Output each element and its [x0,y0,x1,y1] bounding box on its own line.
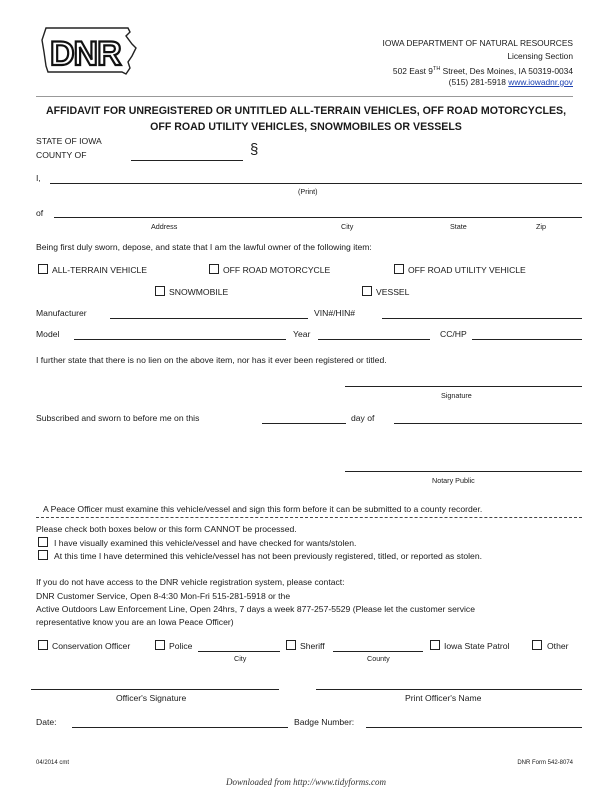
signature-label: Signature [441,391,472,400]
manufacturer-label: Manufacturer [36,308,87,318]
footer-form-number: DNR Form 542-8074 [517,760,573,766]
day-of-label: day of [351,413,375,423]
form-title-line1: AFFIDAVIT FOR UNREGISTERED OR UNTITLED ALL-TERRAIN VEHICLES, OFF ROAD MOTORCYCLES, [45,105,567,117]
not-registered-checkbox[interactable] [38,550,48,560]
year-field[interactable] [318,339,430,340]
zip-label: Zip [536,222,546,231]
contact-intro: If you do not have access to the DNR vehicle registration system, please contact: [36,577,345,587]
sheriff-label: Sheriff [300,641,325,651]
form-title-line2: OFF ROAD UTILITY VEHICLES, SNOWMOBILES OR VESSELS [150,121,462,133]
vin-label: VIN#/HIN# [314,308,356,318]
snowmobile-checkbox[interactable] [155,286,165,296]
iowa-map-icon [38,22,142,80]
officer-signature-field[interactable] [31,689,279,690]
peace-officer-notice: A Peace Officer must examine this vehicle/vessel and sign this form before it can be submitted to a county recorder. [43,504,483,514]
badge-label: Badge Number: [294,717,355,727]
notary-signature-field[interactable] [345,471,582,472]
state-label: State [450,222,467,231]
state-patrol-label: Iowa State Patrol [444,641,510,651]
check-both-instruction: Please check both boxes below or this form CANNOT be processed. [36,524,297,534]
owner-address-field[interactable] [54,217,582,218]
contact-line3: representative know you are an Iowa Peace Officer) [36,617,234,627]
state-of-label: STATE OF IOWA [36,136,102,146]
vessel-checkbox[interactable] [362,286,372,296]
notice-divider [36,517,582,518]
examined-checkbox[interactable] [38,537,48,547]
manufacturer-field[interactable] [110,318,308,319]
sworn-month-field[interactable] [394,423,582,424]
police-label: Police [169,641,193,651]
police-city-field[interactable] [198,651,280,652]
contact-line2: Active Outdoors Law Enforcement Line, Open 24hrs, 7 days a week 877-257-5529 (Please let the customer service [36,604,475,614]
dnr-logo [38,22,142,80]
date-field[interactable] [72,727,288,728]
agency-contact: (515) 281-5918 www.iowadnr.gov [448,77,573,87]
contact-line1: DNR Customer Service, Open 8-4:30 Mon-Fri 515-281-5918 or the [36,591,291,601]
lien-statement: I further state that there is no lien on the above item, nor has it ever been registered or titled. [36,355,387,365]
website-link[interactable]: www.iowadnr.gov [508,77,573,87]
header-divider [36,96,573,97]
state-patrol-checkbox[interactable] [430,640,440,650]
atv-label: ALL-TERRAIN VEHICLE [52,265,148,275]
police-checkbox[interactable] [155,640,165,650]
city-sublabel: City [234,654,247,663]
other-label: Other [547,641,569,651]
date-label: Date: [36,717,57,727]
conservation-officer-label: Conservation Officer [52,641,131,651]
sworn-day-field[interactable] [262,423,346,424]
sworn-statement: Being first duly sworn, depose, and state that I am the lawful owner of the following item: [36,242,372,252]
motorcycle-checkbox[interactable] [209,264,219,274]
logo-text: DNR [50,35,121,73]
footer-download-source: Downloaded from http://www.tidyforms.com [225,777,386,787]
print-label: (Print) [298,187,318,196]
cchp-label: CC/HP [440,329,467,339]
owner-signature-field[interactable] [345,386,582,387]
officer-name-field[interactable] [316,689,582,690]
subscribed-label: Subscribed and sworn to before me on this [36,413,200,423]
owner-name-field[interactable] [50,183,582,184]
county-of-label: COUNTY OF [36,150,87,160]
model-label: Model [36,329,60,339]
motorcycle-label: OFF ROAD MOTORCYCLE [223,265,331,275]
other-checkbox[interactable] [532,640,542,650]
badge-field[interactable] [366,727,582,728]
print-officer-name-label: Print Officer's Name [405,693,482,703]
model-field[interactable] [74,339,286,340]
address-label: Address [151,222,178,231]
agency-section: Licensing Section [507,51,573,61]
snowmobile-label: SNOWMOBILE [169,287,229,297]
sheriff-county-field[interactable] [333,651,423,652]
of-label: of [36,208,44,218]
officer-signature-label: Officer's Signature [116,693,187,703]
section-symbol: § [250,141,259,158]
conservation-officer-checkbox[interactable] [38,640,48,650]
footer-form-date: 04/2014 cmt [36,760,70,766]
i-label: I, [36,173,41,183]
city-label: City [341,222,354,231]
notary-label: Notary Public [432,476,475,485]
utility-vehicle-checkbox[interactable] [394,264,404,274]
atv-checkbox[interactable] [38,264,48,274]
utility-vehicle-label: OFF ROAD UTILITY VEHICLE [408,265,526,275]
county-field[interactable] [131,160,243,161]
year-label: Year [293,329,311,339]
agency-address: 502 East 9TH Street, Des Moines, IA 50319-0034 [392,65,573,76]
cchp-field[interactable] [472,339,582,340]
county-sublabel: County [367,654,390,663]
sheriff-checkbox[interactable] [286,640,296,650]
vessel-label: VESSEL [376,287,410,297]
examined-label: I have visually examined this vehicle/vessel and have checked for wants/stolen. [54,538,357,548]
not-registered-label: At this time I have determined this vehicle/vessel has not been previously registered, titled, or reported as stolen. [54,551,483,561]
agency-name: IOWA DEPARTMENT OF NATURAL RESOURCES [382,38,573,48]
vin-field[interactable] [382,318,582,319]
